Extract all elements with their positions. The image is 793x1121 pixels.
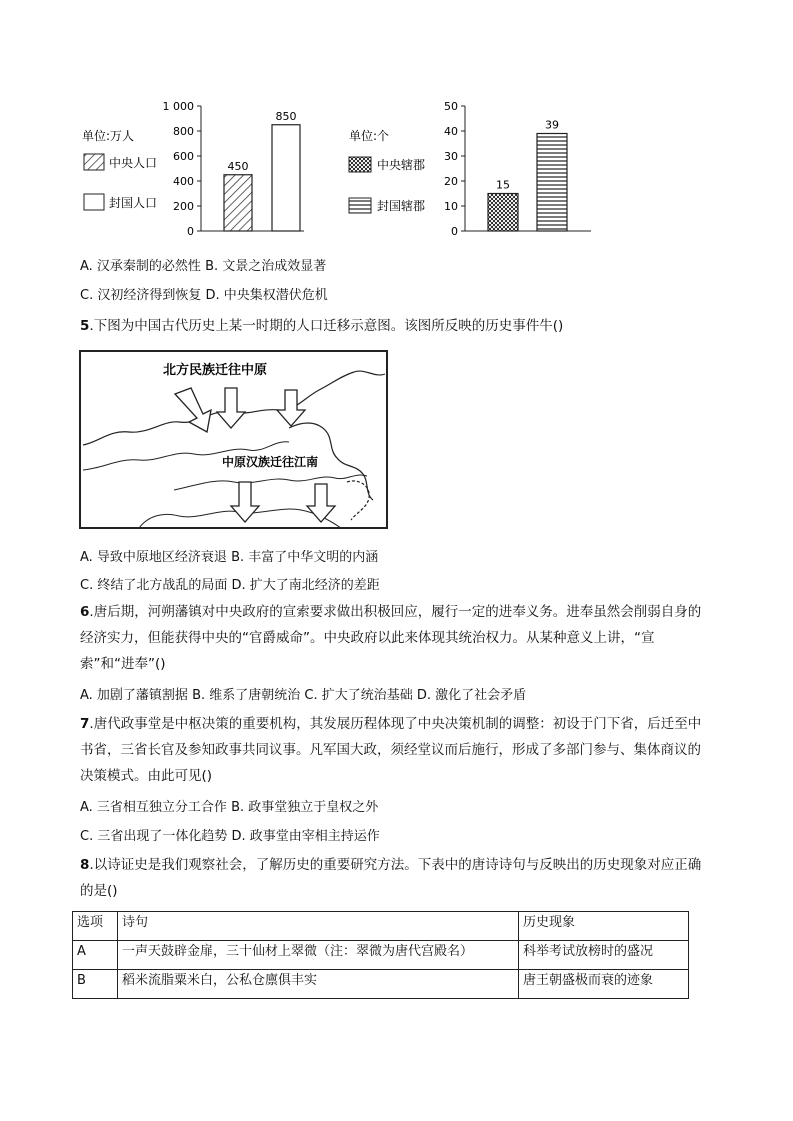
q5-stem-text: .下图为中国古代历史上某一时期的人口迁移示意图。该图所反映的历史事件牛() bbox=[89, 318, 564, 334]
q7-stem-text: .唐代政事堂是中枢决策的重要机构，其发展历程体现了中央决策机制的调整：初设于门下省，后迁至中书省，三省长官及参知政事共同议事。凡军国大政，须经堂议而后施行，形成了多部门参与、集体商议的决策模式。由此可见() bbox=[80, 716, 702, 784]
q7-option-d[interactable]: D. 政事堂由宰相主持运作 bbox=[231, 829, 380, 844]
q5-number: 5 bbox=[80, 318, 90, 334]
y-tick-label: 600 bbox=[173, 150, 194, 163]
y-tick-label: 800 bbox=[173, 125, 194, 138]
q8-stem bbox=[80, 852, 705, 904]
y-tick-label: 200 bbox=[173, 200, 194, 213]
q5-option-c[interactable]: C. 终结了北方战乱的局面 bbox=[80, 578, 232, 593]
table-cell: B bbox=[73, 970, 118, 999]
y-tick-label: 400 bbox=[173, 175, 194, 188]
q4-option-b[interactable]: B. 文景之治成效显著 bbox=[205, 259, 327, 274]
legend-swatch-fief-commanderies bbox=[349, 198, 371, 213]
q5-options-line1 bbox=[80, 549, 378, 567]
q6-option-a[interactable]: A. 加剧了藩镇割据 bbox=[80, 688, 193, 703]
table-header-cell: 诗句 bbox=[118, 912, 519, 941]
map-label-south: 中原汉族迁往江南 bbox=[222, 455, 319, 469]
legend-label-fief-pop: 封国人口 bbox=[109, 196, 158, 210]
y-tick-label: 30 bbox=[444, 150, 458, 163]
table-cell: 科举考试放榜时的盛况 bbox=[519, 941, 689, 970]
map-label-north: 北方民族迁往中原 bbox=[163, 363, 268, 378]
y-tick-label: 0 bbox=[187, 225, 194, 238]
table-cell: 唐王朝盛极而衰的迹象 bbox=[519, 970, 689, 999]
q7-option-a[interactable]: A. 三省相互独立分工合作 bbox=[80, 800, 232, 815]
table-header-cell: 选项 bbox=[73, 912, 118, 941]
y-tick-label: 0 bbox=[451, 225, 458, 238]
table-cell: 稻米流脂粟米白，公私仓廪俱丰实 bbox=[118, 970, 519, 999]
q6-stem bbox=[80, 599, 705, 677]
q7-options-line2 bbox=[80, 828, 380, 846]
bar-value-label: 39 bbox=[545, 118, 559, 132]
legend-swatch-fief-pop bbox=[84, 194, 104, 210]
bar-central bbox=[224, 175, 252, 231]
q6-stem-text: .唐后期，河朔藩镇对中央政府的宣索要求做出积极回应，履行一定的进奉义务。进奉虽然会削弱自身的经济实力，但能获得中央的“官爵威命”。中央政府以此来体现其统治权力。从某种意义上讲，“宣索”和“进奉”() bbox=[80, 604, 702, 672]
legend-label-central-commanderies: 中央辖郡 bbox=[377, 158, 426, 172]
q6-option-b[interactable]: B. 维系了唐朝统治 bbox=[192, 688, 305, 703]
chart-population bbox=[76, 96, 306, 241]
poem-table bbox=[72, 911, 689, 999]
q4-option-c[interactable]: C. 汉初经济得到恢复 bbox=[80, 288, 206, 303]
table-header-row bbox=[73, 912, 689, 941]
q4-option-d[interactable]: D. 中央集权潜伏危机 bbox=[205, 288, 328, 303]
q6-options-line1 bbox=[80, 687, 526, 705]
chart-commanderies-unit: 单位:个 bbox=[349, 129, 390, 143]
bar-value-label: 15 bbox=[496, 178, 510, 192]
y-tick-label: 1 000 bbox=[162, 100, 194, 113]
q6-number: 6 bbox=[80, 604, 90, 620]
table-cell: 一声天鼓辟金扉，三十仙材上翠微（注：翠微为唐代宫殿名） bbox=[118, 941, 519, 970]
bar-fief bbox=[537, 134, 567, 232]
legend-swatch-central-commanderies bbox=[349, 157, 371, 172]
y-tick-label: 40 bbox=[444, 125, 458, 138]
table-row bbox=[73, 941, 689, 970]
q7-option-c[interactable]: C. 三省出现了一体化趋势 bbox=[80, 829, 232, 844]
table-row bbox=[73, 970, 689, 999]
chart-commanderies bbox=[345, 96, 595, 241]
legend-label-central-pop: 中央人口 bbox=[109, 156, 158, 170]
table-cell: A bbox=[73, 941, 118, 970]
bar-value-label: 850 bbox=[275, 109, 297, 123]
q8-number: 8 bbox=[80, 857, 90, 873]
q5-options-line2 bbox=[80, 577, 380, 595]
y-tick-label: 50 bbox=[444, 100, 458, 113]
q6-option-d[interactable]: D. 激化了社会矛盾 bbox=[416, 688, 527, 703]
q7-option-b[interactable]: B. 政事堂独立于皇权之外 bbox=[231, 800, 379, 815]
legend-label-fief-commanderies: 封国辖郡 bbox=[377, 199, 426, 213]
legend-swatch-central-pop bbox=[84, 154, 104, 170]
q4-option-a[interactable]: A. 汉承秦制的必然性 bbox=[80, 259, 206, 274]
q5-option-a[interactable]: A. 导致中原地区经济衰退 bbox=[80, 550, 232, 565]
q5-option-d[interactable]: D. 扩大了南北经济的差距 bbox=[231, 578, 380, 593]
bar-central bbox=[488, 194, 518, 232]
q7-options-line1 bbox=[80, 799, 378, 817]
q7-number: 7 bbox=[80, 716, 90, 732]
chart-population-unit: 单位:万人 bbox=[82, 129, 135, 143]
y-tick-label: 20 bbox=[444, 175, 458, 188]
q8-stem-text: .以诗证史是我们观察社会，了解历史的重要研究方法。下表中的唐诗诗句与反映出的历史现象对应正确的是() bbox=[80, 857, 702, 899]
q7-stem bbox=[80, 711, 705, 789]
q4-options-line1 bbox=[80, 258, 326, 276]
migration-map bbox=[79, 350, 389, 530]
q4-options-line2 bbox=[80, 287, 328, 305]
y-tick-label: 10 bbox=[444, 200, 458, 213]
bar-fief bbox=[272, 125, 300, 231]
bar-value-label: 450 bbox=[227, 159, 249, 173]
q5-option-b[interactable]: B. 丰富了中华文明的内涵 bbox=[231, 550, 379, 565]
q5-stem bbox=[80, 317, 563, 335]
q6-option-c[interactable]: C. 扩大了统治基础 bbox=[304, 688, 417, 703]
table-header-cell: 历史现象 bbox=[519, 912, 689, 941]
